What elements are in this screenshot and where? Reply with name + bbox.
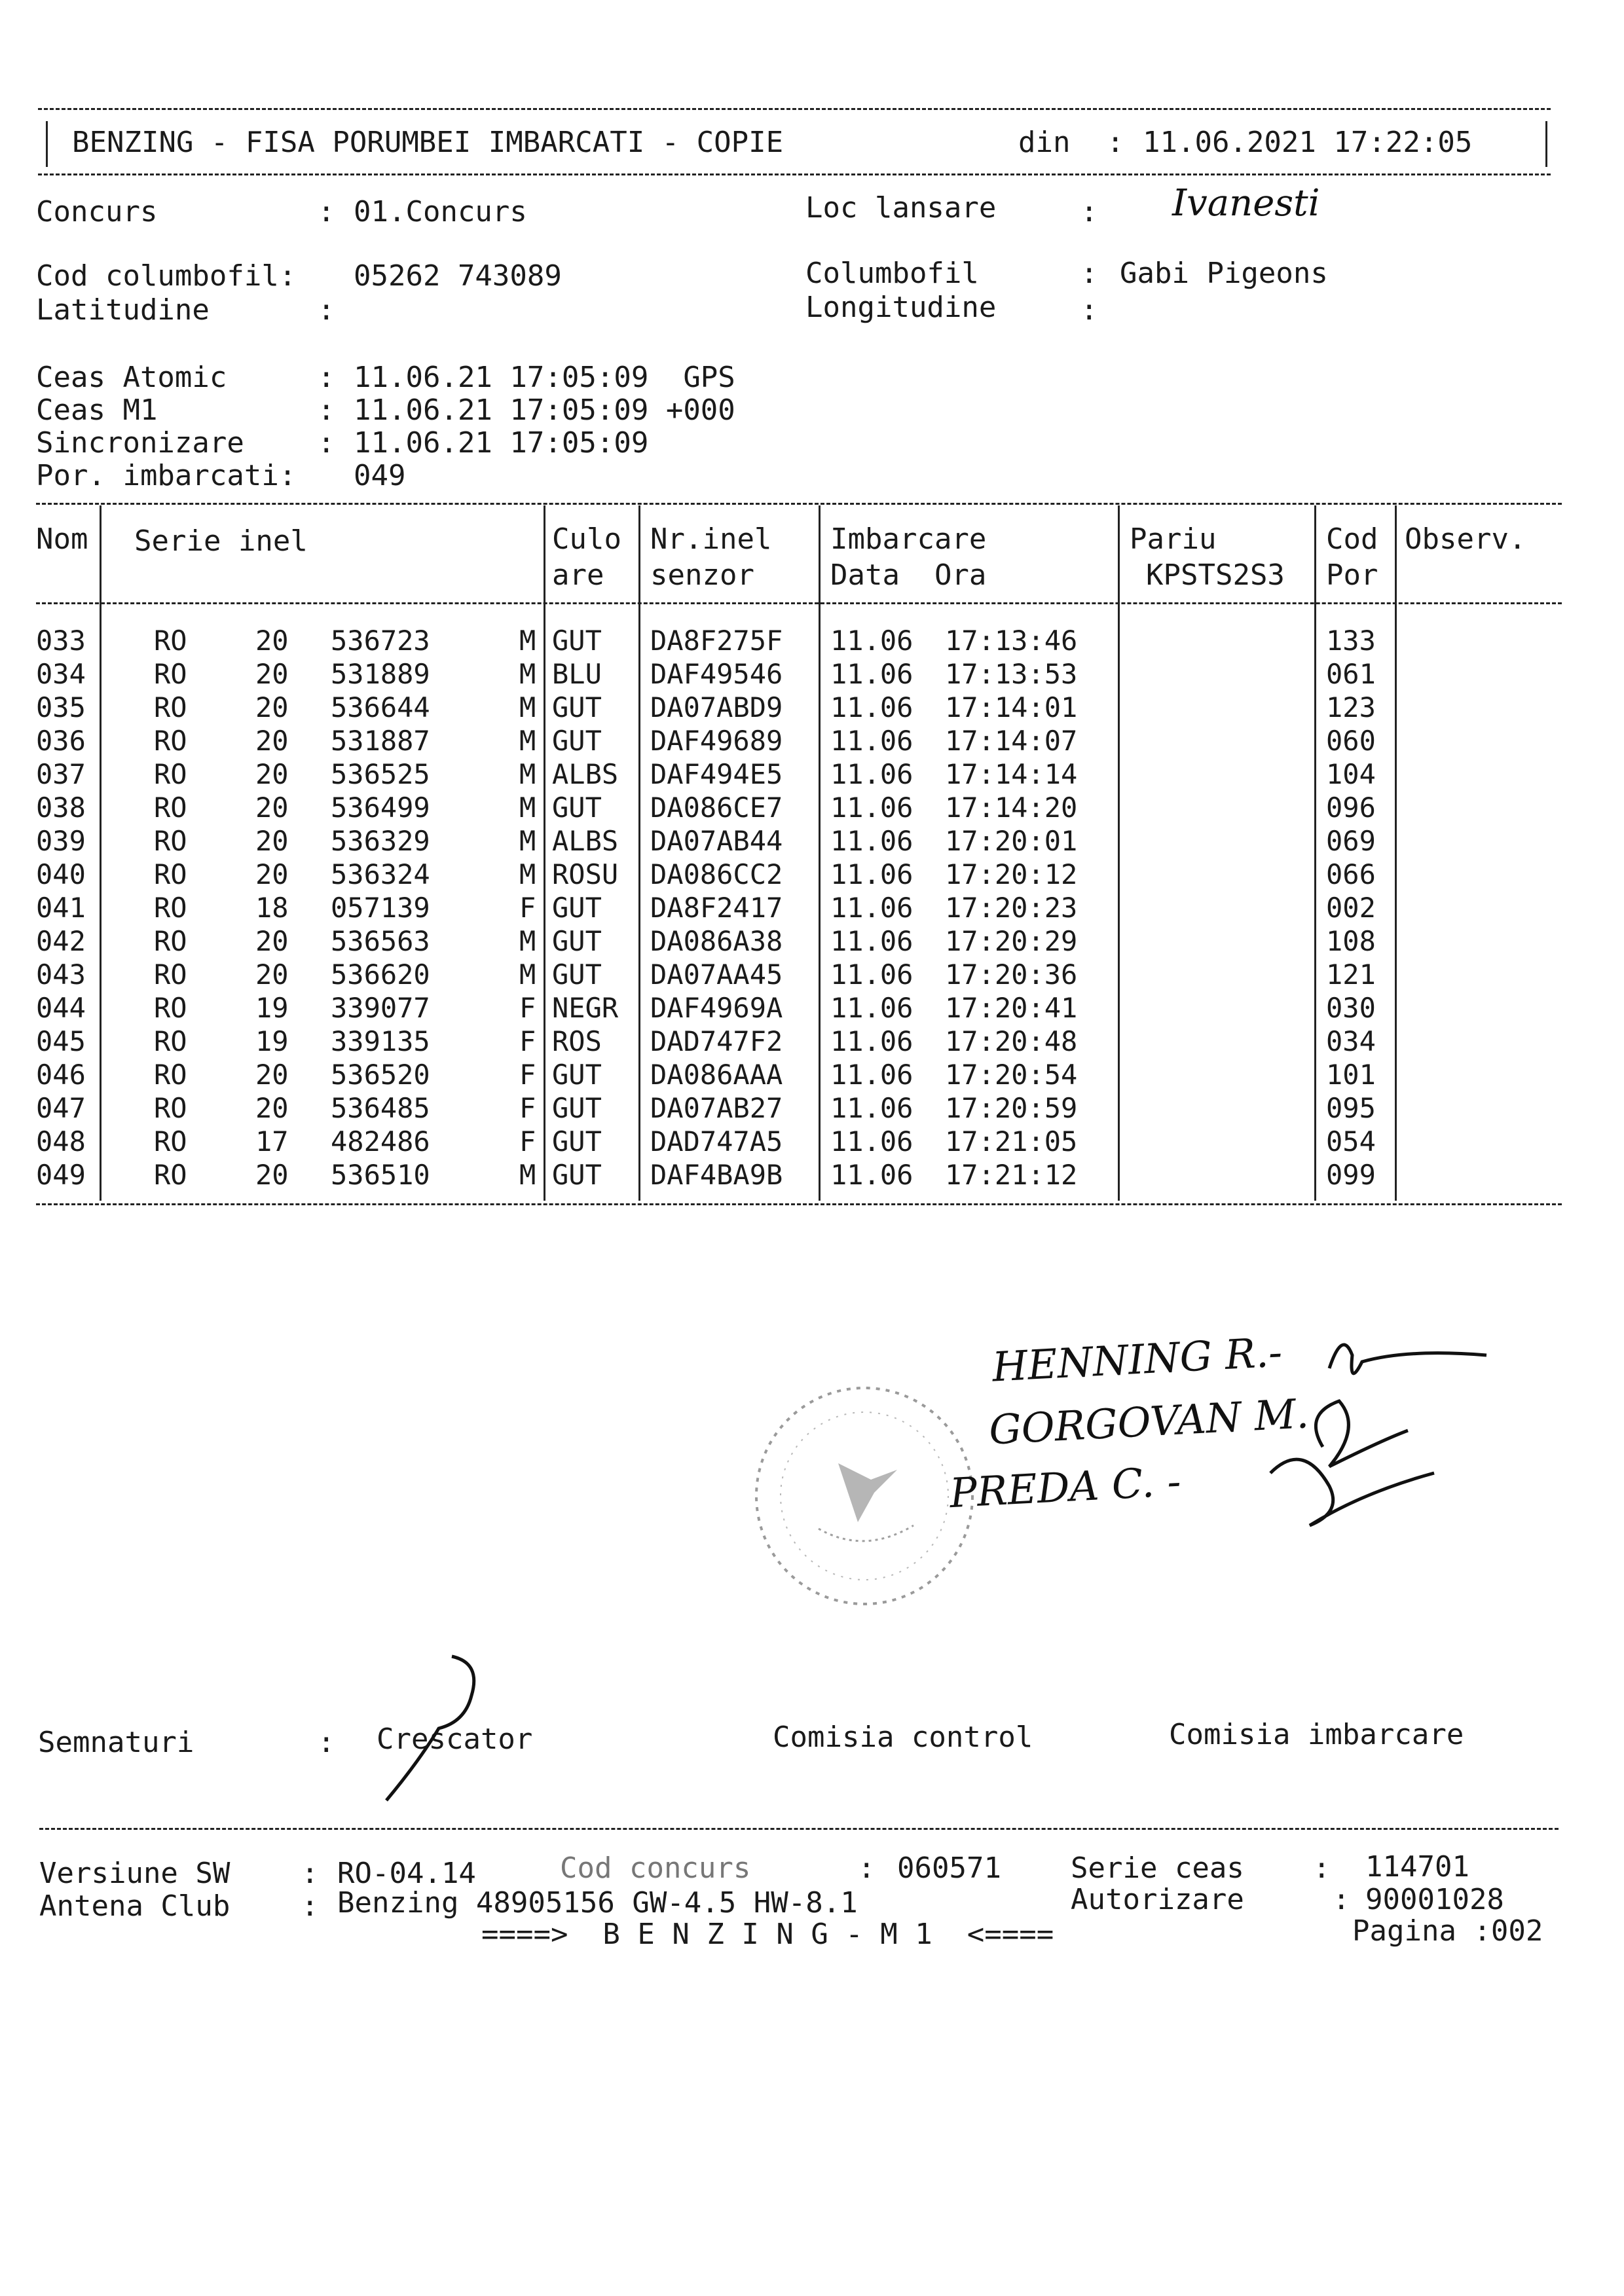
autorizare-colon: : (1333, 1883, 1350, 1916)
cell-sex: M (519, 625, 536, 657)
cell-senzor: DA8F275F (650, 625, 783, 657)
cell-sex: F (519, 1059, 536, 1091)
cell-data: 11.06 (830, 1025, 913, 1057)
table-row (0, 1158, 1624, 1192)
crescator-signature (367, 1650, 511, 1807)
cell-data: 11.06 (830, 1159, 913, 1191)
table-row (0, 958, 1624, 991)
cell-tara: RO (154, 892, 187, 924)
cell-nr-inel: 536644 (331, 691, 430, 723)
cell-culoare: GUT (552, 792, 602, 824)
cell-senzor: DA07AB44 (650, 825, 783, 857)
table-row (0, 757, 1624, 791)
page-number: Pagina :002 (1352, 1914, 1543, 1948)
th-observ: Observ. (1405, 522, 1526, 556)
cell-nom: 033 (36, 625, 86, 657)
cell-ora: 17:20:01 (945, 825, 1078, 857)
antena-colon: : (301, 1889, 319, 1923)
cell-ora: 17:20:29 (945, 925, 1078, 957)
columbofil-colon: : (1080, 257, 1098, 290)
serie-ceas-value: 114701 (1365, 1850, 1469, 1884)
cell-an: 20 (255, 958, 289, 991)
cell-nom: 040 (36, 858, 86, 890)
cell-sex: F (519, 892, 536, 924)
th-nr-inel-2: senzor (650, 558, 754, 592)
cell-an: 17 (255, 1125, 289, 1157)
cell-senzor: DAD747F2 (650, 1025, 783, 1057)
cell-sex: M (519, 958, 536, 991)
table-row (0, 858, 1624, 891)
cell-culoare: BLU (552, 658, 602, 690)
cell-senzor: DA086AAA (650, 1059, 783, 1091)
autorizare-value: 90001028 (1365, 1883, 1504, 1916)
cell-ora: 17:21:12 (945, 1159, 1078, 1191)
cell-an: 19 (255, 992, 289, 1024)
cell-sex: M (519, 792, 536, 824)
cell-sex: M (519, 725, 536, 757)
cell-nom: 047 (36, 1092, 86, 1124)
cell-an: 20 (255, 1159, 289, 1191)
cell-cod: 133 (1326, 625, 1376, 657)
table-bottom-border (36, 1203, 1562, 1205)
cell-senzor: DAF4BA9B (650, 1159, 783, 1191)
table-row (0, 624, 1624, 657)
cell-senzor: DA086A38 (650, 925, 783, 957)
cell-cod: 104 (1326, 758, 1376, 790)
th-pariu-1: Pariu (1130, 522, 1217, 556)
cell-culoare: NEGR (552, 992, 619, 1024)
cell-nr-inel: 536525 (331, 758, 430, 790)
cell-nom: 038 (36, 792, 86, 824)
cell-senzor: DAF49689 (650, 725, 783, 757)
cell-nom: 046 (36, 1059, 86, 1091)
th-culoare-1: Culo (552, 522, 621, 556)
cell-an: 20 (255, 1092, 289, 1124)
cell-ora: 17:20:59 (945, 1092, 1078, 1124)
header-top-border (38, 108, 1551, 110)
cell-sex: F (519, 1092, 536, 1124)
cell-tara: RO (154, 1092, 187, 1124)
th-pariu-2: KPSTS2S3 (1146, 558, 1285, 592)
ceas-atomic-label: Ceas Atomic (36, 361, 227, 394)
antena-value: Benzing 48905156 GW-4.5 HW-8.1 (337, 1886, 858, 1920)
cell-data: 11.06 (830, 858, 913, 890)
cod-columbofil-value: 05262 743089 (354, 259, 562, 293)
cell-senzor: DAF494E5 (650, 758, 783, 790)
crescator-label: Crescator (377, 1722, 533, 1756)
cell-cod: 030 (1326, 992, 1376, 1024)
latitudine-label: Latitudine (36, 293, 210, 327)
cell-culoare: ROSU (552, 858, 619, 890)
cell-ora: 17:14:14 (945, 758, 1078, 790)
cell-culoare: GUT (552, 1059, 602, 1091)
cell-data: 11.06 (830, 825, 913, 857)
cell-culoare: ALBS (552, 825, 619, 857)
table-row (0, 1025, 1624, 1058)
cell-data: 11.06 (830, 792, 913, 824)
cell-nr-inel: 536510 (331, 1159, 430, 1191)
semnaturi-label: Semnaturi (38, 1726, 194, 1759)
cell-tara: RO (154, 858, 187, 890)
cell-data: 11.06 (830, 691, 913, 723)
cell-data: 11.06 (830, 1125, 913, 1157)
handwritten-name-1: HENNING R.- (991, 1328, 1283, 1391)
date-label: din (1018, 126, 1071, 159)
cell-ora: 17:20:48 (945, 1025, 1078, 1057)
header-left-bar (46, 121, 48, 167)
cell-senzor: DA086CE7 (650, 792, 783, 824)
cell-sex: M (519, 858, 536, 890)
cell-cod: 108 (1326, 925, 1376, 957)
cell-an: 18 (255, 892, 289, 924)
concurs-value: 01.Concurs (354, 195, 527, 228)
comisia-imbarcare-label: Comisia imbarcare (1169, 1718, 1464, 1751)
cell-tara: RO (154, 1125, 187, 1157)
cell-tara: RO (154, 792, 187, 824)
cell-nr-inel: 536723 (331, 625, 430, 657)
cell-cod: 034 (1326, 1025, 1376, 1057)
cell-sex: F (519, 1125, 536, 1157)
cell-senzor: DAF4969A (650, 992, 783, 1024)
cell-tara: RO (154, 992, 187, 1024)
table-row (0, 824, 1624, 858)
cell-data: 11.06 (830, 1059, 913, 1091)
cell-cod: 066 (1326, 858, 1376, 890)
th-imbarcare-2: Data Ora (830, 558, 987, 592)
th-serie-inel: Serie inel (134, 524, 308, 558)
cell-nr-inel: 536499 (331, 792, 430, 824)
table-header-divider (36, 602, 1562, 604)
cell-tara: RO (154, 691, 187, 723)
cell-nr-inel: 057139 (331, 892, 430, 924)
cod-columbofil-label: Cod columbofil: (36, 259, 297, 293)
cell-senzor: DA8F2417 (650, 892, 783, 924)
cell-cod: 060 (1326, 725, 1376, 757)
date-colon: : (1107, 126, 1124, 159)
cell-nom: 036 (36, 725, 86, 757)
header-bottom-border (38, 173, 1551, 175)
cell-tara: RO (154, 925, 187, 957)
cell-sex: M (519, 691, 536, 723)
cell-ora: 17:20:36 (945, 958, 1078, 991)
cod-concurs-value: 060571 (897, 1851, 1001, 1885)
loc-lansare-colon: : (1080, 195, 1098, 228)
cell-tara: RO (154, 1025, 187, 1057)
por-imbarcati-value: 049 (354, 459, 406, 492)
cell-sex: M (519, 658, 536, 690)
cell-an: 20 (255, 1059, 289, 1091)
cell-nom: 037 (36, 758, 86, 790)
cell-data: 11.06 (830, 658, 913, 690)
table-row (0, 657, 1624, 691)
comisia-control-label: Comisia control (773, 1721, 1033, 1754)
cell-senzor: DA07AA45 (650, 958, 783, 991)
table-row (0, 691, 1624, 724)
cell-an: 20 (255, 792, 289, 824)
longitudine-label: Longitudine (805, 291, 997, 324)
th-nr-inel-1: Nr.inel (650, 522, 772, 556)
cell-senzor: DAD747A5 (650, 1125, 783, 1157)
antena-label: Antena Club (39, 1889, 231, 1923)
cell-senzor: DAF49546 (650, 658, 783, 690)
cell-ora: 17:20:12 (945, 858, 1078, 890)
loc-lansare-label: Loc lansare (805, 191, 997, 225)
cell-nom: 045 (36, 1025, 86, 1057)
cell-nom: 034 (36, 658, 86, 690)
cell-an: 20 (255, 925, 289, 957)
cell-tara: RO (154, 725, 187, 757)
cell-cod: 099 (1326, 1159, 1376, 1191)
cell-data: 11.06 (830, 892, 913, 924)
benzing-banner: ====> B E N Z I N G - M 1 <==== (481, 1918, 1054, 1951)
table-row (0, 924, 1624, 958)
table-row (0, 1125, 1624, 1158)
versiune-label: Versiune SW (39, 1857, 231, 1890)
cell-an: 20 (255, 691, 289, 723)
cell-culoare: ALBS (552, 758, 619, 790)
cell-tara: RO (154, 1159, 187, 1191)
cell-ora: 17:20:54 (945, 1059, 1078, 1091)
cell-nom: 041 (36, 892, 86, 924)
cell-nr-inel: 536485 (331, 1092, 430, 1124)
cell-ora: 17:13:46 (945, 625, 1078, 657)
cell-sex: M (519, 1159, 536, 1191)
cell-an: 20 (255, 625, 289, 657)
cell-nr-inel: 531887 (331, 725, 430, 757)
cell-sex: F (519, 1025, 536, 1057)
th-cod-1: Cod (1326, 522, 1378, 556)
cell-sex: F (519, 992, 536, 1024)
ceas-m1-colon: : (318, 393, 335, 427)
cell-data: 11.06 (830, 725, 913, 757)
cell-nr-inel: 536563 (331, 925, 430, 957)
handwritten-name-3: PREDA C. - (948, 1457, 1183, 1518)
cell-data: 11.06 (830, 958, 913, 991)
cell-an: 20 (255, 725, 289, 757)
cell-culoare: GUT (552, 725, 602, 757)
latitudine-colon: : (318, 293, 335, 327)
table-row (0, 791, 1624, 824)
cell-culoare: GUT (552, 925, 602, 957)
concurs-label: Concurs (36, 195, 158, 228)
versiune-value: RO-04.14 (337, 1857, 476, 1890)
cell-nom: 042 (36, 925, 86, 957)
handwritten-name-2: GORGOVAN M. (987, 1389, 1310, 1454)
cell-culoare: ROS (552, 1025, 602, 1057)
cell-ora: 17:20:41 (945, 992, 1078, 1024)
cell-cod: 121 (1326, 958, 1376, 991)
cell-nr-inel: 536324 (331, 858, 430, 890)
th-imbarcare-1: Imbarcare (830, 522, 987, 556)
cell-tara: RO (154, 1059, 187, 1091)
cell-nr-inel: 531889 (331, 658, 430, 690)
th-culoare-2: are (552, 558, 604, 592)
cell-ora: 17:14:01 (945, 691, 1078, 723)
semnaturi-colon: : (318, 1726, 335, 1759)
header-right-bar (1545, 121, 1547, 167)
cell-nom: 039 (36, 825, 86, 857)
cell-ora: 17:20:23 (945, 892, 1078, 924)
table-top-border (36, 503, 1562, 505)
por-imbarcati-label: Por. imbarcati: (36, 459, 297, 492)
ceas-atomic-colon: : (318, 361, 335, 394)
cell-cod: 002 (1326, 892, 1376, 924)
cell-data: 11.06 (830, 925, 913, 957)
cell-nr-inel: 339077 (331, 992, 430, 1024)
cell-ora: 17:13:53 (945, 658, 1078, 690)
cell-culoare: GUT (552, 1159, 602, 1191)
cell-cod: 061 (1326, 658, 1376, 690)
versiune-colon: : (301, 1857, 319, 1890)
cell-ora: 17:14:20 (945, 792, 1078, 824)
autorizare-label: Autorizare (1071, 1883, 1244, 1916)
cell-cod: 101 (1326, 1059, 1376, 1091)
cell-sex: M (519, 825, 536, 857)
table-row (0, 1058, 1624, 1091)
serie-ceas-label: Serie ceas (1071, 1851, 1244, 1885)
signature-scribbles (1211, 1316, 1539, 1539)
cell-culoare: GUT (552, 625, 602, 657)
th-nom: Nom (36, 522, 88, 556)
cell-an: 20 (255, 658, 289, 690)
concurs-colon: : (318, 195, 335, 228)
cell-nr-inel: 482486 (331, 1125, 430, 1157)
longitudine-colon: : (1080, 293, 1098, 327)
cell-nr-inel: 536329 (331, 825, 430, 857)
cell-senzor: DA07ABD9 (650, 691, 783, 723)
cell-culoare: GUT (552, 1125, 602, 1157)
columbofil-value: Gabi Pigeons (1120, 257, 1328, 290)
cod-concurs-colon: : (858, 1851, 876, 1885)
cell-nom: 035 (36, 691, 86, 723)
columbofil-label: Columbofil (805, 257, 979, 290)
cell-nr-inel: 339135 (331, 1025, 430, 1057)
cell-cod: 123 (1326, 691, 1376, 723)
cod-concurs-label: Cod concurs (560, 1851, 751, 1885)
ceas-m1-value: 11.06.21 17:05:09 +000 (354, 393, 735, 427)
cell-nom: 048 (36, 1125, 86, 1157)
cell-tara: RO (154, 658, 187, 690)
cell-senzor: DA07AB27 (650, 1092, 783, 1124)
cell-cod: 069 (1326, 825, 1376, 857)
serie-ceas-colon: : (1313, 1851, 1331, 1885)
cell-an: 19 (255, 1025, 289, 1057)
cell-data: 11.06 (830, 625, 913, 657)
cell-data: 11.06 (830, 992, 913, 1024)
cell-cod: 095 (1326, 1092, 1376, 1124)
cell-an: 20 (255, 758, 289, 790)
ceas-atomic-value: 11.06.21 17:05:09 GPS (354, 361, 735, 394)
date-value: 11.06.2021 17:22:05 (1143, 126, 1473, 159)
cell-culoare: GUT (552, 691, 602, 723)
loc-lansare-handwritten: Ivanesti (1172, 182, 1320, 225)
cell-ora: 17:21:05 (945, 1125, 1078, 1157)
footer-divider (39, 1828, 1559, 1830)
cell-data: 11.06 (830, 1092, 913, 1124)
cell-tara: RO (154, 625, 187, 657)
table-row (0, 724, 1624, 757)
cell-tara: RO (154, 958, 187, 991)
cell-nom: 043 (36, 958, 86, 991)
cell-tara: RO (154, 825, 187, 857)
cell-sex: M (519, 925, 536, 957)
document-title: BENZING - FISA PORUMBEI IMBARCATI - COPIE (72, 126, 784, 159)
cell-sex: M (519, 758, 536, 790)
cell-culoare: GUT (552, 958, 602, 991)
ceas-m1-label: Ceas M1 (36, 393, 158, 427)
cell-nr-inel: 536520 (331, 1059, 430, 1091)
cell-an: 20 (255, 858, 289, 890)
sincronizare-colon: : (318, 426, 335, 460)
table-row (0, 1091, 1624, 1125)
cell-nom: 044 (36, 992, 86, 1024)
sincronizare-label: Sincronizare (36, 426, 244, 460)
th-cod-2: Por (1326, 558, 1378, 592)
cell-culoare: GUT (552, 892, 602, 924)
cell-nr-inel: 536620 (331, 958, 430, 991)
table-row (0, 991, 1624, 1025)
cell-culoare: GUT (552, 1092, 602, 1124)
cell-data: 11.06 (830, 758, 913, 790)
cell-senzor: DA086CC2 (650, 858, 783, 890)
cell-cod: 054 (1326, 1125, 1376, 1157)
cell-an: 20 (255, 825, 289, 857)
cell-tara: RO (154, 758, 187, 790)
cell-cod: 096 (1326, 792, 1376, 824)
cell-ora: 17:14:07 (945, 725, 1078, 757)
sincronizare-value: 11.06.21 17:05:09 (354, 426, 649, 460)
cell-nom: 049 (36, 1159, 86, 1191)
table-row (0, 891, 1624, 924)
